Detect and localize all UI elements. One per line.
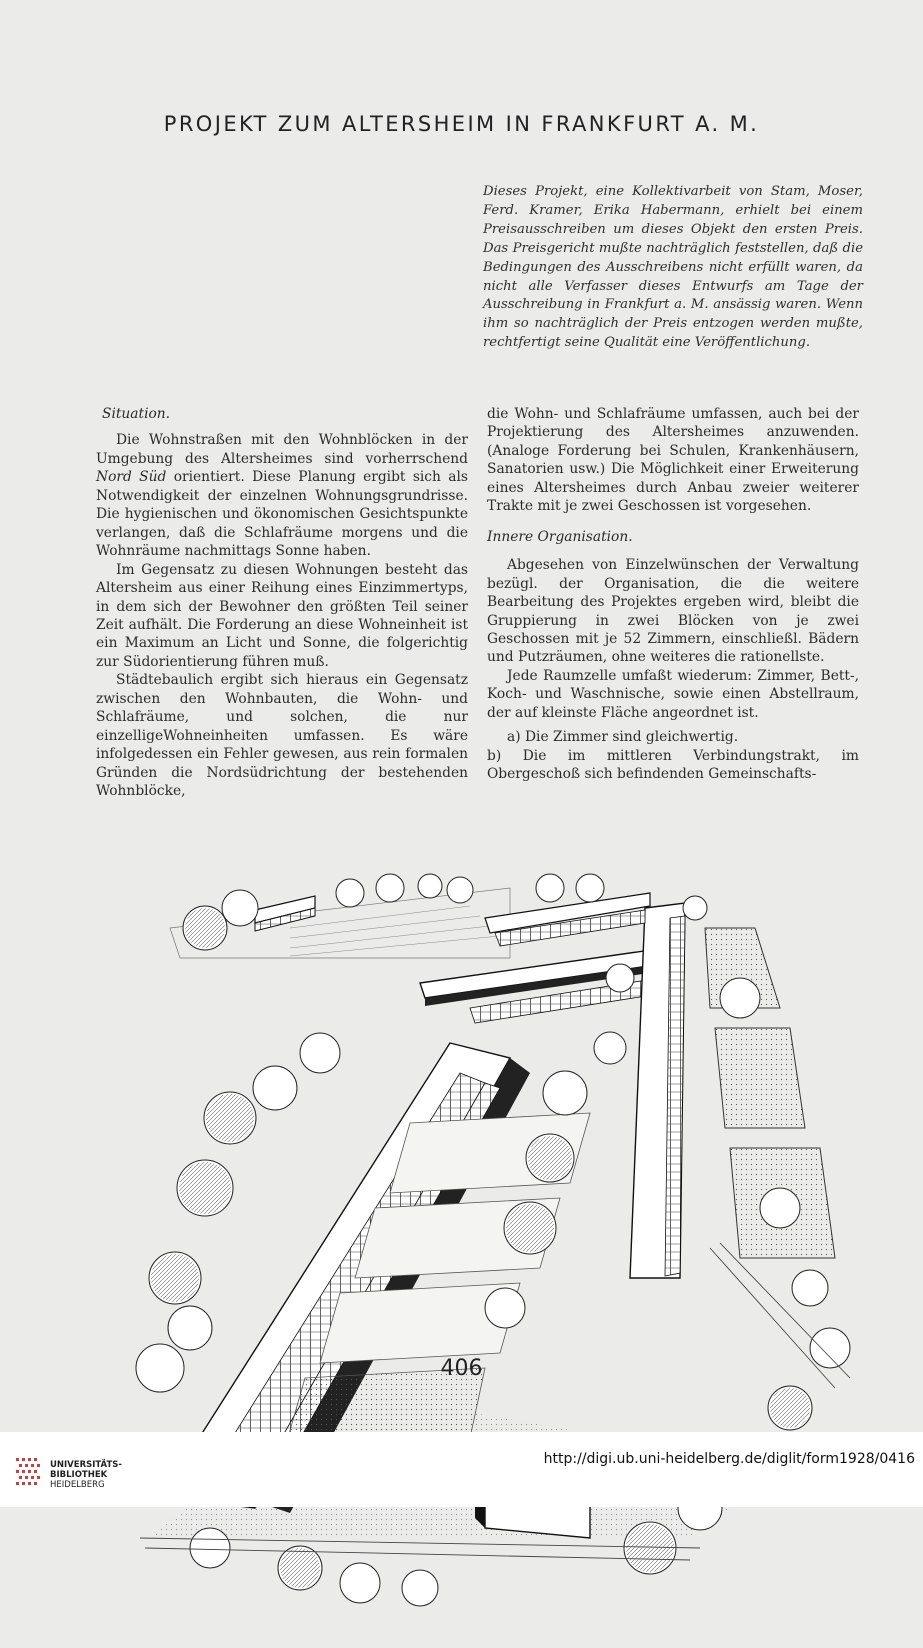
- source-url-link[interactable]: http://digi.ub.uni-heidelberg.de/diglit/form1928/0416: [543, 1451, 915, 1467]
- library-logo-text: [50, 1460, 122, 1490]
- list-item: b) Die im mittleren Verbindungstrakt, im Obergeschoß sich befindenden Gemeinschafts-: [487, 747, 859, 783]
- paragraph: Abgesehen von Einzelwünschen der Verwaltung bezügl. der Organisation, die die weitere Bearbeitung des Projektes ergeben wird, bleibt die Gruppierung in zwei Blöcken von je zwei Geschossen mit je 52 Zimmern, einschließl. Bädern und Putzräumen, ohne weiteres die rationellste.: [487, 557, 859, 666]
- paragraph: die Wohn- und Schlafräume umfassen, auch bei der Projektierung des Altersheimes anzuwenden. (Analoge Forderung bei Schulen, Krankenhäusern, Sanatorien usw.) Die Möglichkeit einer Erweiterung eines Altersheimes durch Anbau zweier weiterer Trakte mit je zwei Geschossen ist vorgesehen.: [487, 406, 859, 515]
- paragraph: Jede Raumzelle umfaßt wiederum: Zimmer, Bett-, Koch- und Waschnische, sowie einen Abstellraum, der auf kleinste Fläche angeordnet ist.: [487, 667, 859, 721]
- emphasis-text: Nord Süd: [96, 469, 167, 486]
- page-title: PROJEKT ZUM ALTERSHEIM IN FRANKFURT A. M.: [163, 112, 760, 136]
- section-heading-organisation: Innere Organisation.: [487, 528, 633, 545]
- logo-line: UNIVERSITÄTS-: [50, 1460, 122, 1470]
- section-heading-situation: Situation.: [102, 406, 171, 422]
- footer-bar: [0, 1432, 923, 1507]
- list-item: a) Die Zimmer sind gleichwertig.: [507, 729, 739, 746]
- architectural-drawing: [90, 848, 865, 1648]
- building-perspective-illustration: [90, 848, 865, 1648]
- paragraph: Im Gegensatz zu diesen Wohnungen besteht das Altersheim aus einer Reihung eines Einzimmertyps, in dem sich der Bewohner den größten Teil seiner Zeit aufhält. Die Forderung an diese Wohneinheit ist ein Maximum an Licht und Sonne, die folgerichtig zur Südorientierung führen muß.: [96, 561, 468, 670]
- right-column: [487, 405, 859, 784]
- paragraph: [96, 431, 468, 560]
- left-column: [96, 405, 468, 801]
- text-run: Die Wohnstraßen mit den Wohnblöcken in der Umgebung des Altersheimes sind vorherrschend: [96, 432, 468, 467]
- intro-paragraph: Dieses Projekt, eine Kollektivarbeit von Stam, Moser, Ferd. Kramer, Erika Habermann, erhielt bei einem Preisausschreiben um dieses Objekt den ersten Preis. Das Preisgericht mußte nachträglich feststellen, daß die Bedingungen des Ausschreibens nicht erfüllt waren, da nicht alle Verfasser dieses Entwurfs am Tage der Ausschreibung in Frankfurt a. M. ansässig waren. Wenn ihm so nachträglich der Preis entzogen werden mußte, rechtfertigt seine Qualität eine Veröffentlichung.: [483, 184, 863, 351]
- page-number: 406: [440, 1356, 483, 1381]
- logo-line: BIBLIOTHEK: [50, 1470, 108, 1480]
- text-run: orientiert. Diese Planung ergibt sich als Notwendigkeit der einzelnen Wohnungsgrundrisse. Die hygienischen und ökonomischen Gesichtspunkte verlangen, daß die Schlafräume morgens und die Wohnräume nachmittags Sonne haben.: [96, 469, 468, 560]
- paragraph: Städtebaulich ergibt sich hieraus ein Gegensatz zwischen den Wohnbauten, die Wohn- und Schlafräume, und solchen, die nur einzelligeWohneinheiten umfassen. Es wäre infolgedessen ein Fehler gewesen, aus rein formalen Gründen die Nordsüdrichtung der bestehenden Wohnblöcke,: [96, 672, 468, 800]
- logo-line: HEIDELBERG: [50, 1480, 105, 1490]
